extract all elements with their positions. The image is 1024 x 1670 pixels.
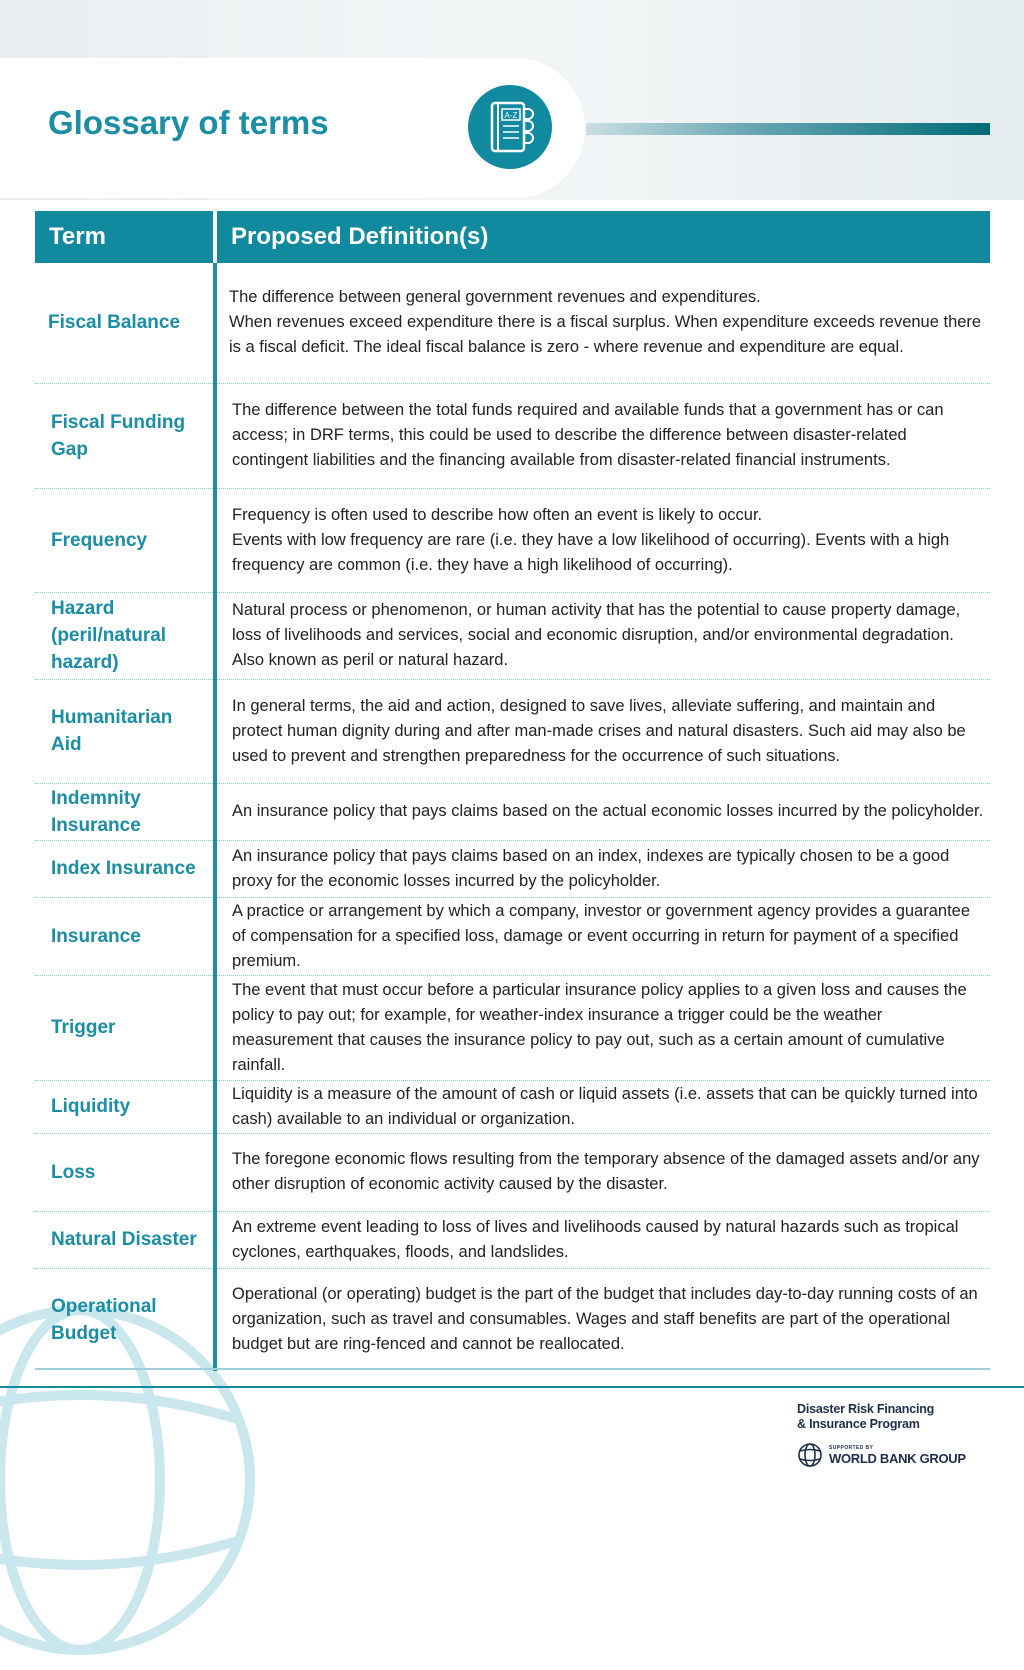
definition-cell: The difference between general government revenues and expenditures. When revenues exceed expenditure there is a fiscal surplus. When expenditure exceeds revenue there is a fiscal deficit. The ideal fiscal balance is zero - where revenue and expenditure are equal. xyxy=(215,263,990,383)
table-row xyxy=(35,488,990,592)
term-cell: Indemnity Insurance xyxy=(35,783,215,840)
program-name-line1: Disaster Risk Financing xyxy=(797,1402,935,1416)
term-cell: Index Insurance xyxy=(35,840,215,897)
book-az-icon xyxy=(468,85,552,169)
table-row xyxy=(35,1080,990,1133)
definition-cell: A practice or arrangement by which a company, investor or government agency provides a guarantee of compensation for a specified loss, damage or event occurring in return for payment of a specified premium. xyxy=(215,897,990,975)
table-row xyxy=(35,1268,990,1371)
term-cell: Fiscal Funding Gap xyxy=(35,383,215,488)
definition-cell: Operational (or operating) budget is the part of the budget that includes day-to-day running costs of an organization, such as travel and consumables. Wages and staff benefits are part of the operational budget but are ring-fenced and cannot be reallocated. xyxy=(232,1285,978,1354)
definition-cell: The event that must occur before a particular insurance policy applies to a given loss and causes the policy to pay out; for example, for weather-index insurance a trigger could be the weather measurement that causes the insurance policy to pay out, such as a certain amount of cumulative rainfall. xyxy=(215,975,990,1080)
term-cell: Loss xyxy=(35,1133,215,1211)
definition-cell: In general terms, the aid and action, designed to save lives, alleviate suffering, and maintain and protect human dignity during and after man-made crises and natural disasters. Such aid may also be used to prevent and strengthen preparedness for the occurrence of such situations. xyxy=(215,679,990,783)
term-cell: Hazard (peril/natural hazard) xyxy=(35,592,215,679)
table-row xyxy=(35,1133,990,1211)
term-cell: Natural Disaster xyxy=(35,1211,215,1268)
term-cell: Frequency xyxy=(35,488,215,592)
term-cell: Insurance xyxy=(35,897,215,975)
term-cell: Trigger xyxy=(35,975,215,1080)
world-bank-globe-icon xyxy=(797,1442,823,1468)
column-header-definition: Proposed Definition(s) xyxy=(215,211,990,263)
term-cell: Operational Budget xyxy=(35,1268,215,1371)
badge-text: A-Z xyxy=(504,111,518,120)
definition-cell: The difference between the total funds required and available funds that a government has or can access; in DRF terms, this could be used to describe the difference between disaster-related contingent liabilities and the financing available from disaster-related financial instruments. xyxy=(215,383,990,488)
definition-cell: An extreme event leading to loss of lives and livelihoods caused by natural hazards such as tropical cyclones, earthquakes, floods, and landslides. xyxy=(215,1211,990,1268)
program-name-line2: & Insurance Program xyxy=(797,1417,920,1431)
table-row xyxy=(35,897,990,975)
table-row xyxy=(35,679,990,783)
page-title: Glossary of terms xyxy=(48,104,329,141)
definition-cell: An insurance policy that pays claims based on the actual economic losses incurred by the policyholder. xyxy=(215,783,990,840)
footer-logo xyxy=(797,1402,967,1468)
table-row xyxy=(35,1211,990,1268)
supported-by-label: SUPPORTED BY xyxy=(829,1444,874,1451)
world-bank-logo xyxy=(797,1442,967,1468)
table-row xyxy=(35,840,990,897)
term-cell: Fiscal Balance xyxy=(35,263,215,383)
table-bottom-rule xyxy=(35,1368,990,1370)
definition-cell: Natural process or phenomenon, or human activity that has the potential to cause property damage, loss of livelihoods and services, social and economic disruption, and/or environmental degradation. Also known as peril or natural hazard. xyxy=(215,592,990,679)
world-bank-name: WORLD BANK GROUP xyxy=(829,1450,966,1466)
header-rule xyxy=(586,123,990,135)
table-row xyxy=(35,592,990,679)
table-header-row xyxy=(35,211,990,263)
footer-rule xyxy=(0,1386,1024,1388)
definition-cell: An insurance policy that pays claims based on an index, indexes are typically chosen to be a good proxy for the economic losses incurred by the policyholder. xyxy=(215,840,990,897)
table-row xyxy=(35,975,990,1080)
term-cell: Liquidity xyxy=(35,1080,215,1133)
glossary-table xyxy=(35,211,990,1371)
definition-cell: Frequency is often used to describe how often an event is likely to occur. Events with low frequency are rare (i.e. they have a low likelihood of occurring). Events with a high frequency are common (i.e. they have a high likelihood of occurring). xyxy=(215,488,990,592)
column-header-term: Term xyxy=(35,211,215,263)
table-row xyxy=(35,783,990,840)
term-cell: Humanitarian Aid xyxy=(35,679,215,783)
table-row xyxy=(35,263,990,383)
table-row xyxy=(35,383,990,488)
definition-cell: The foregone economic flows resulting from the temporary absence of the damaged assets and/or any other disruption of economic activity caused by the disaster. xyxy=(215,1133,990,1211)
definition-cell: Liquidity is a measure of the amount of cash or liquid assets (i.e. assets that can be quickly turned into cash) available to an individual or organization. xyxy=(215,1080,990,1133)
